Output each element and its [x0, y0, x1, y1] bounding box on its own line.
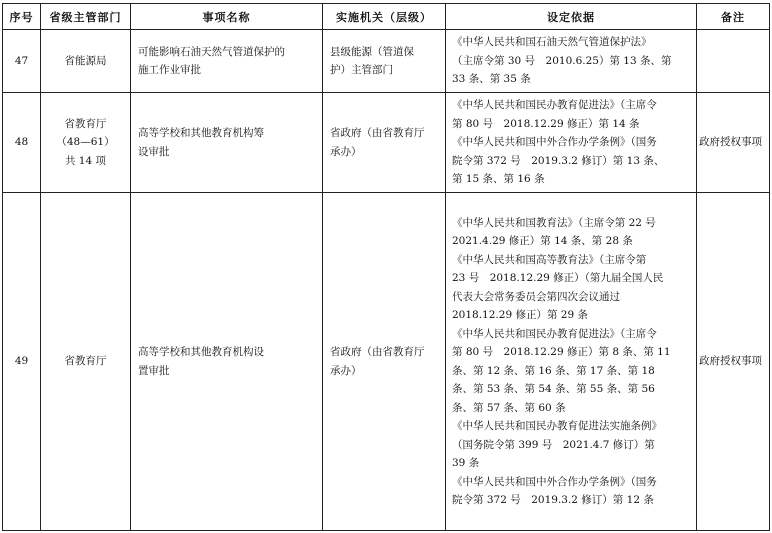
- row-basis: 《中华人民共和国石油天然气管道保护法》 （主席令第 30 号 2010.6.25）第 13 条、第 33 条、第 35 条: [446, 30, 697, 93]
- header-row: [3, 4, 770, 30]
- row-item-name: 可能影响石油天然气管道保护的 施工作业审批: [131, 30, 323, 93]
- row-agency: 县级能源（管道保 护）主管部门: [323, 30, 446, 93]
- header-seq: 序号: [3, 4, 41, 30]
- row-seq: 47: [3, 30, 41, 93]
- header-department: 省级主管部门: [41, 4, 131, 30]
- table-row: [3, 93, 770, 193]
- row-department: 省教育厅 （48—61） 共 14 项: [41, 93, 131, 193]
- header-remark: 备注: [697, 4, 770, 30]
- header-item-name: 事项名称: [131, 4, 323, 30]
- row-seq: 48: [3, 93, 41, 193]
- header-basis: 设定依据: [446, 4, 697, 30]
- row-seq: 49: [3, 193, 41, 531]
- row-item-name: 高等学校和其他教育机构设 置审批: [131, 193, 323, 531]
- row-remark: [697, 30, 770, 93]
- row-remark: 政府授权事项: [697, 93, 770, 193]
- header-agency: 实施机关（层级）: [323, 4, 446, 30]
- row-agency: 省政府（由省教育厅 承办）: [323, 193, 446, 531]
- row-basis: 《中华人民共和国教育法》（主席令第 22 号 2021.4.29 修正）第 14 条、第 28 条 《中华人民共和国高等教育法》（主席令第 23 号 2018.12.29 修正）（第九届全国人民 代表大会常务委员会第四次会议通过 2018.12.29 修正）第 29 条 《中华人民共和国民办教育促进法》（主席令 第 80 号 2018.12.29 修正）第 8 条、第 11 条、第 12 条、第 16 条、第 17 条、第 18 条、第 53 条、第 54 条、第 55 条、第 56 条、第 57 条、第 60 条 《中华人民共和国民办教育促进法实施条例》 （国务院令第 399 号 2021.4.7 修订）第 39 条 《中华人民共和国中外合作办学条例》（国务 院令第 372 号 2019.3.2 修订）第 12 条: [446, 193, 697, 531]
- row-department: 省能源局: [41, 30, 131, 93]
- table-row: [3, 193, 770, 531]
- row-remark: 政府授权事项: [697, 193, 770, 531]
- approval-items-table: [2, 3, 770, 531]
- row-agency: 省政府（由省教育厅 承办）: [323, 93, 446, 193]
- row-department: 省教育厅: [41, 193, 131, 531]
- table-row: [3, 30, 770, 93]
- row-item-name: 高等学校和其他教育机构筹 设审批: [131, 93, 323, 193]
- row-basis: 《中华人民共和国民办教育促进法》（主席令 第 80 号 2018.12.29 修正）第 14 条 《中华人民共和国中外合作办学条例》（国务 院令第 372 号 2019.3.2 修订）第 13 条、 第 15 条、第 16 条: [446, 93, 697, 193]
